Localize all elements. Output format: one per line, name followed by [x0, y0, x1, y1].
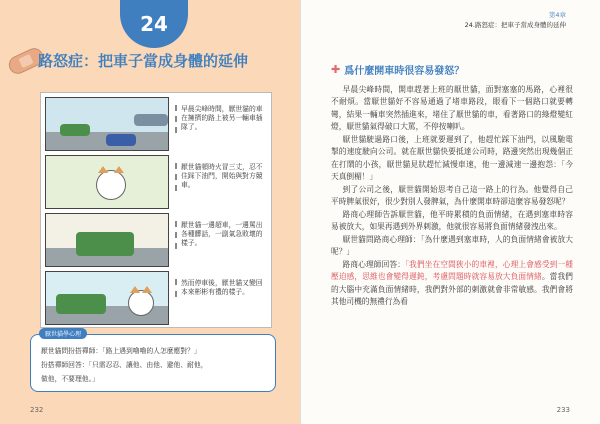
highlighted-text: 「我們坐在空間狹小的車裡，心理上會感受到一種壓迫感，思維也會變得遲鈍，考慮問題時就容易放大負面情緒 [331, 259, 573, 282]
green-car-icon [56, 294, 106, 314]
chapter-number-badge: 24 [120, 0, 188, 48]
body-paragraph [331, 259, 573, 309]
bus-icon [134, 114, 168, 126]
chapter-label: 第4章 [548, 11, 566, 19]
comic-caption-1: 早晨尖峰時間，厭世貓的車在擁擠的路上被另一輛車插隊了。 [175, 105, 269, 133]
section-heading-text: 爲什麼開車時很容易發怒？ [344, 66, 465, 77]
tip-tag: 厭世貓學心理 [39, 328, 87, 339]
green-car-icon [60, 124, 90, 136]
chapter-subtitle: 24.路怒症：把車子當成身體的延伸 [464, 21, 566, 29]
calm-cat-icon [128, 290, 154, 316]
tip-line: 做他，不要理他。」 [41, 375, 99, 383]
body-paragraph: 早晨尖峰時間，開車趕著上班的厭世貓，面對塞塞的馬路，心裡很不耐煩。當厭世貓好不容易通過了堵車路段，眼看下一個路口就要轉彎，結果一輛車突然插進來，堵住了厭世貓的車，看著路口的綠燈變紅燈，厭世貓氣得破口大罵，不停按喇叭。 [331, 85, 573, 132]
body-paragraph: 厭世貓問路商心理師：「為什麼遇到塞車時，人的負面情緒會被放大呢？」 [331, 234, 573, 257]
paragraph-lead: 路商心理師回答： [342, 259, 406, 269]
angry-cat-icon [96, 170, 126, 200]
right-page [300, 0, 600, 424]
body-paragraph: 到了公司之後，厭世貓開始思考自己這一路上的行為。他覺得自己平時脾氣很好，很少對別人發脾氣，為什麼開車時卻這麼容易發怒呢？ [331, 184, 573, 207]
page-title: 路怒症：把車子當成身體的延伸 [38, 52, 249, 70]
body-paragraph: 厭世貓駛過路口後，上班就要遲到了，他趕忙踩下油門，以風馳電掣的速度駛向公司。就在厭世貓快要抵達公司時，路邊突然出現幾個正在打鬧的小孩，厭世貓見狀趕忙減慢車速，他一邊減速一邊抱怨：「今天真倒楣！」 [331, 134, 573, 182]
green-car-icon [76, 232, 134, 256]
tip-box [30, 331, 276, 392]
blue-car-icon [106, 134, 136, 146]
comic-caption-3: 厭世貓一邊超車，一邊罵出各種髒話，一副氣急敗壞的樣子。 [175, 221, 269, 249]
body-text [331, 84, 573, 308]
paragraph-tail: 。當我們的大腦中充滿負面情緒時，我們對外部的刺激就會非常敏感。我們會將其他司機的無禮行為看 [331, 272, 573, 306]
page-number: 232 [30, 406, 44, 414]
tip-line: 厭世貓問扮搭禪師：「路上遇到嚕嚕的人怎麼應對？」 [41, 347, 201, 355]
plus-icon: ✚ [331, 63, 341, 76]
comic-panel-3 [45, 213, 169, 267]
section-heading [331, 62, 464, 77]
comic-strip [40, 92, 272, 328]
comic-panel-1 [45, 97, 169, 151]
comic-panel-2 [45, 155, 169, 209]
page-number: 233 [556, 406, 570, 414]
tip-line: 扮搭禪師回答：「只需忍忍、讓他、由他、避他、耐他， [41, 361, 208, 369]
comic-caption-4: 然而停車後，厭世貓又變回本來彬彬有禮的樣子。 [175, 279, 269, 297]
comic-panel-4 [45, 271, 169, 325]
comic-caption-2: 厭世貓頓時火冒三丈，忍不住踩下油門，開始與對方競車。 [175, 163, 269, 191]
body-paragraph: 路商心理師告訴厭世貓，他平時累積的負面情緒，在遇到塞車時容易被放大，如果再遇到外界刺激，他就很容易將負面情緒發洩出來。 [331, 209, 573, 232]
